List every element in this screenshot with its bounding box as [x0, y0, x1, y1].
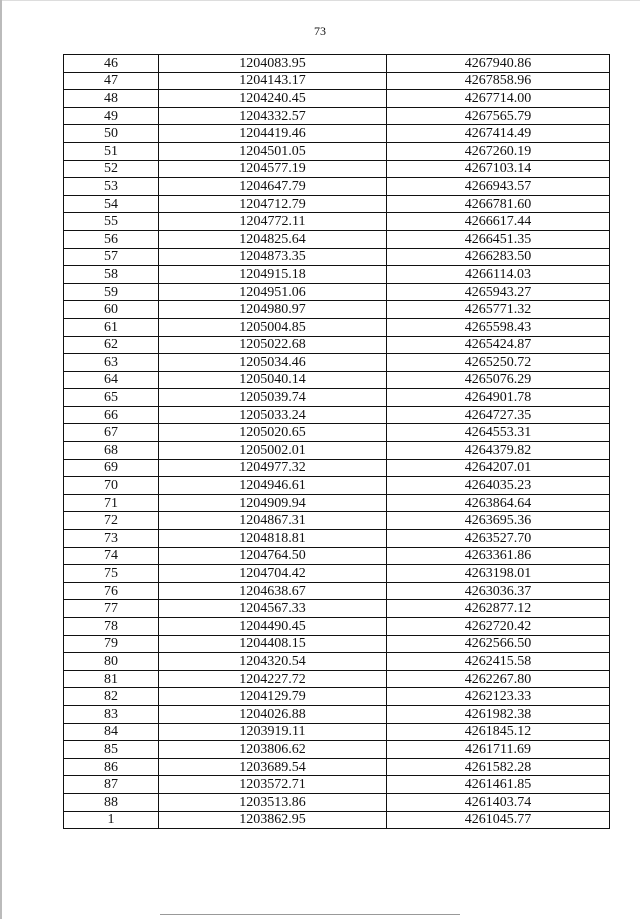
y-coordinate-cell: 4261711.69: [387, 741, 610, 759]
point-number-cell: 80: [64, 653, 159, 671]
point-number-cell: 62: [64, 336, 159, 354]
y-coordinate-cell: 4261045.77: [387, 811, 610, 829]
point-number-cell: 46: [64, 55, 159, 73]
point-number-cell: 79: [64, 635, 159, 653]
x-coordinate-cell: 1204638.67: [159, 582, 387, 600]
y-coordinate-cell: 4261403.74: [387, 793, 610, 811]
x-coordinate-cell: 1205033.24: [159, 406, 387, 424]
table-row: [64, 688, 610, 706]
x-coordinate-cell: 1204712.79: [159, 195, 387, 213]
y-coordinate-cell: 4267103.14: [387, 160, 610, 178]
table-row: [64, 230, 610, 248]
x-coordinate-cell: 1204129.79: [159, 688, 387, 706]
table-row: [64, 670, 610, 688]
coordinates-table: [63, 54, 610, 829]
point-number-cell: 59: [64, 283, 159, 301]
table-row: [64, 301, 610, 319]
table-row: [64, 283, 610, 301]
y-coordinate-cell: 4264727.35: [387, 406, 610, 424]
x-coordinate-cell: 1203689.54: [159, 758, 387, 776]
table-row: [64, 477, 610, 495]
table-row: [64, 793, 610, 811]
y-coordinate-cell: 4261982.38: [387, 705, 610, 723]
point-number-cell: 83: [64, 705, 159, 723]
y-coordinate-cell: 4265771.32: [387, 301, 610, 319]
y-coordinate-cell: 4262267.80: [387, 670, 610, 688]
point-number-cell: 70: [64, 477, 159, 495]
table-row: [64, 811, 610, 829]
x-coordinate-cell: 1204946.61: [159, 477, 387, 495]
x-coordinate-cell: 1204083.95: [159, 55, 387, 73]
point-number-cell: 53: [64, 178, 159, 196]
table-row: [64, 565, 610, 583]
coordinates-table-body: [64, 55, 610, 829]
table-row: [64, 459, 610, 477]
point-number-cell: 51: [64, 142, 159, 160]
x-coordinate-cell: 1204977.32: [159, 459, 387, 477]
table-row: [64, 547, 610, 565]
x-coordinate-cell: 1204227.72: [159, 670, 387, 688]
x-coordinate-cell: 1204818.81: [159, 530, 387, 548]
table-row: [64, 178, 610, 196]
table-row: [64, 618, 610, 636]
y-coordinate-cell: 4263198.01: [387, 565, 610, 583]
x-coordinate-cell: 1204419.46: [159, 125, 387, 143]
y-coordinate-cell: 4266283.50: [387, 248, 610, 266]
y-coordinate-cell: 4262720.42: [387, 618, 610, 636]
point-number-cell: 81: [64, 670, 159, 688]
point-number-cell: 75: [64, 565, 159, 583]
table-row: [64, 530, 610, 548]
x-coordinate-cell: 1204764.50: [159, 547, 387, 565]
x-coordinate-cell: 1204825.64: [159, 230, 387, 248]
x-coordinate-cell: 1205022.68: [159, 336, 387, 354]
point-number-cell: 72: [64, 512, 159, 530]
point-number-cell: 55: [64, 213, 159, 231]
y-coordinate-cell: 4265424.87: [387, 336, 610, 354]
table-row: [64, 195, 610, 213]
y-coordinate-cell: 4263695.36: [387, 512, 610, 530]
y-coordinate-cell: 4265943.27: [387, 283, 610, 301]
table-row: [64, 142, 610, 160]
y-coordinate-cell: 4261461.85: [387, 776, 610, 794]
table-row: [64, 55, 610, 73]
x-coordinate-cell: 1204026.88: [159, 705, 387, 723]
y-coordinate-cell: 4263036.37: [387, 582, 610, 600]
y-coordinate-cell: 4266781.60: [387, 195, 610, 213]
x-coordinate-cell: 1204772.11: [159, 213, 387, 231]
y-coordinate-cell: 4264035.23: [387, 477, 610, 495]
y-coordinate-cell: 4261582.28: [387, 758, 610, 776]
x-coordinate-cell: 1204501.05: [159, 142, 387, 160]
point-number-cell: 56: [64, 230, 159, 248]
point-number-cell: 73: [64, 530, 159, 548]
table-row: [64, 741, 610, 759]
x-coordinate-cell: 1204143.17: [159, 72, 387, 90]
point-number-cell: 61: [64, 318, 159, 336]
y-coordinate-cell: 4263361.86: [387, 547, 610, 565]
table-row: [64, 371, 610, 389]
x-coordinate-cell: 1204980.97: [159, 301, 387, 319]
x-coordinate-cell: 1204867.31: [159, 512, 387, 530]
point-number-cell: 77: [64, 600, 159, 618]
point-number-cell: 50: [64, 125, 159, 143]
x-coordinate-cell: 1204873.35: [159, 248, 387, 266]
x-coordinate-cell: 1204909.94: [159, 494, 387, 512]
point-number-cell: 54: [64, 195, 159, 213]
table-row: [64, 72, 610, 90]
table-row: [64, 494, 610, 512]
x-coordinate-cell: 1204320.54: [159, 653, 387, 671]
y-coordinate-cell: 4266943.57: [387, 178, 610, 196]
y-coordinate-cell: 4267565.79: [387, 107, 610, 125]
table-row: [64, 653, 610, 671]
point-number-cell: 87: [64, 776, 159, 794]
y-coordinate-cell: 4262566.50: [387, 635, 610, 653]
y-coordinate-cell: 4266114.03: [387, 266, 610, 284]
point-number-cell: 85: [64, 741, 159, 759]
y-coordinate-cell: 4266617.44: [387, 213, 610, 231]
point-number-cell: 82: [64, 688, 159, 706]
point-number-cell: 48: [64, 90, 159, 108]
point-number-cell: 65: [64, 389, 159, 407]
x-coordinate-cell: 1204951.06: [159, 283, 387, 301]
point-number-cell: 84: [64, 723, 159, 741]
y-coordinate-cell: 4267414.49: [387, 125, 610, 143]
scan-bottom-line: [160, 914, 460, 915]
x-coordinate-cell: 1204240.45: [159, 90, 387, 108]
x-coordinate-cell: 1204647.79: [159, 178, 387, 196]
x-coordinate-cell: 1204915.18: [159, 266, 387, 284]
y-coordinate-cell: 4264379.82: [387, 442, 610, 460]
y-coordinate-cell: 4267260.19: [387, 142, 610, 160]
y-coordinate-cell: 4261845.12: [387, 723, 610, 741]
y-coordinate-cell: 4266451.35: [387, 230, 610, 248]
x-coordinate-cell: 1203513.86: [159, 793, 387, 811]
table-row: [64, 406, 610, 424]
point-number-cell: 76: [64, 582, 159, 600]
table-row: [64, 424, 610, 442]
table-row: [64, 125, 610, 143]
point-number-cell: 74: [64, 547, 159, 565]
page-left-edge: [0, 0, 2, 919]
x-coordinate-cell: 1205040.14: [159, 371, 387, 389]
x-coordinate-cell: 1204332.57: [159, 107, 387, 125]
y-coordinate-cell: 4264901.78: [387, 389, 610, 407]
y-coordinate-cell: 4262415.58: [387, 653, 610, 671]
table-row: [64, 442, 610, 460]
x-coordinate-cell: 1204704.42: [159, 565, 387, 583]
point-number-cell: 67: [64, 424, 159, 442]
point-number-cell: 71: [64, 494, 159, 512]
page-top-edge: [0, 0, 640, 1]
point-number-cell: 47: [64, 72, 159, 90]
y-coordinate-cell: 4267940.86: [387, 55, 610, 73]
point-number-cell: 64: [64, 371, 159, 389]
point-number-cell: 57: [64, 248, 159, 266]
y-coordinate-cell: 4262877.12: [387, 600, 610, 618]
point-number-cell: 1: [64, 811, 159, 829]
table-row: [64, 758, 610, 776]
table-row: [64, 389, 610, 407]
point-number-cell: 78: [64, 618, 159, 636]
table-row: [64, 705, 610, 723]
point-number-cell: 63: [64, 354, 159, 372]
point-number-cell: 49: [64, 107, 159, 125]
point-number-cell: 60: [64, 301, 159, 319]
table-row: [64, 354, 610, 372]
table-row: [64, 107, 610, 125]
point-number-cell: 69: [64, 459, 159, 477]
y-coordinate-cell: 4265076.29: [387, 371, 610, 389]
page-number: 73: [314, 24, 326, 38]
table-row: [64, 723, 610, 741]
table-row: [64, 582, 610, 600]
x-coordinate-cell: 1205020.65: [159, 424, 387, 442]
x-coordinate-cell: 1205004.85: [159, 318, 387, 336]
table-row: [64, 90, 610, 108]
table-row: [64, 600, 610, 618]
table-row: [64, 266, 610, 284]
x-coordinate-cell: 1203862.95: [159, 811, 387, 829]
x-coordinate-cell: 1205034.46: [159, 354, 387, 372]
table-row: [64, 248, 610, 266]
x-coordinate-cell: 1204408.15: [159, 635, 387, 653]
table-row: [64, 160, 610, 178]
table-row: [64, 776, 610, 794]
x-coordinate-cell: 1204567.33: [159, 600, 387, 618]
y-coordinate-cell: 4264553.31: [387, 424, 610, 442]
x-coordinate-cell: 1203806.62: [159, 741, 387, 759]
y-coordinate-cell: 4263864.64: [387, 494, 610, 512]
point-number-cell: 58: [64, 266, 159, 284]
table-row: [64, 635, 610, 653]
x-coordinate-cell: 1204490.45: [159, 618, 387, 636]
y-coordinate-cell: 4263527.70: [387, 530, 610, 548]
x-coordinate-cell: 1205039.74: [159, 389, 387, 407]
table-row: [64, 213, 610, 231]
y-coordinate-cell: 4265598.43: [387, 318, 610, 336]
point-number-cell: 52: [64, 160, 159, 178]
y-coordinate-cell: 4265250.72: [387, 354, 610, 372]
point-number-cell: 66: [64, 406, 159, 424]
x-coordinate-cell: 1205002.01: [159, 442, 387, 460]
y-coordinate-cell: 4264207.01: [387, 459, 610, 477]
table-row: [64, 336, 610, 354]
point-number-cell: 88: [64, 793, 159, 811]
point-number-cell: 68: [64, 442, 159, 460]
table-row: [64, 512, 610, 530]
y-coordinate-cell: 4262123.33: [387, 688, 610, 706]
x-coordinate-cell: 1203919.11: [159, 723, 387, 741]
point-number-cell: 86: [64, 758, 159, 776]
table-row: [64, 318, 610, 336]
x-coordinate-cell: 1204577.19: [159, 160, 387, 178]
x-coordinate-cell: 1203572.71: [159, 776, 387, 794]
y-coordinate-cell: 4267858.96: [387, 72, 610, 90]
y-coordinate-cell: 4267714.00: [387, 90, 610, 108]
